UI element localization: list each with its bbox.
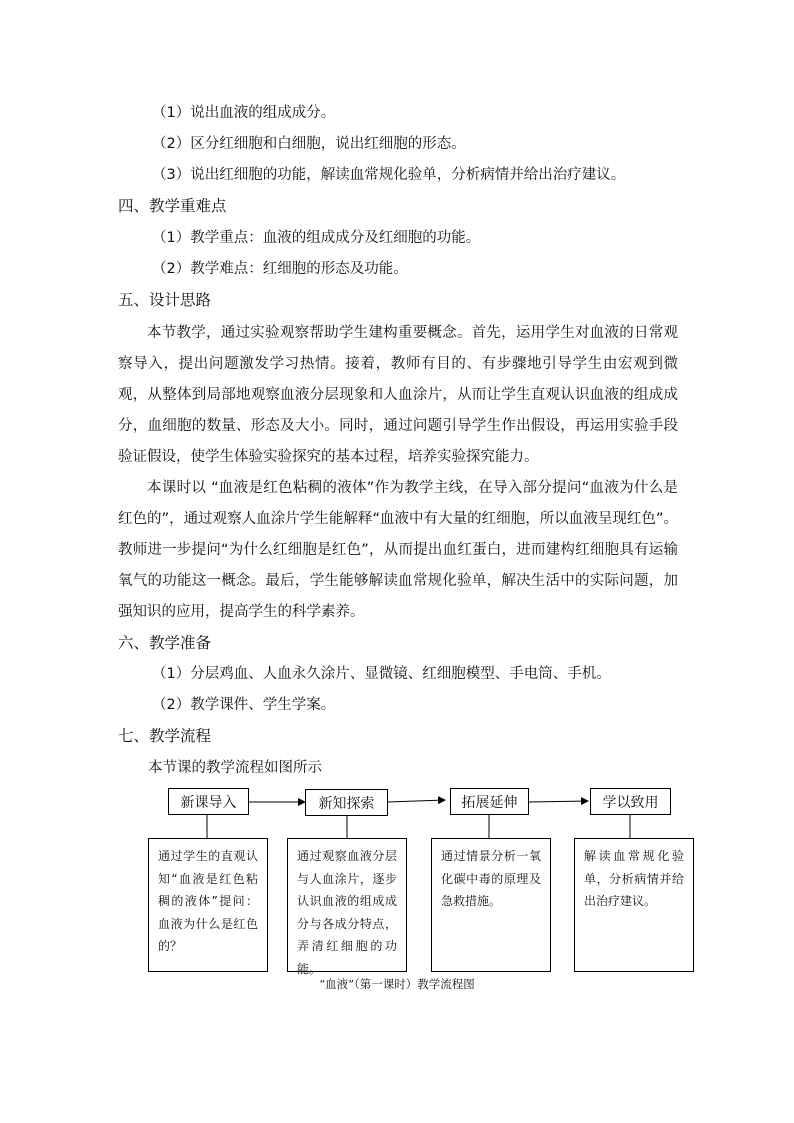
flow-arrow xyxy=(529,801,588,802)
flow-stage-explore: 新知探索 xyxy=(305,789,388,816)
section-heading-preparation: 六、教学准备 xyxy=(118,634,212,652)
section-heading-key-points: 四、教学重难点 xyxy=(118,197,227,215)
objective-1: （1）说出血液的组成成分。 xyxy=(152,105,336,121)
objective-2: （2）区分红细胞和白细胞，说出红细胞的形态。 xyxy=(152,136,466,152)
section-heading-design: 五、设计思路 xyxy=(118,291,212,309)
flowchart-caption: “血液”（第一课时）教学流程图 xyxy=(319,977,475,991)
design-paragraph-1: 本节教学，通过实验观察帮助学生建构重要概念。首先，运用学生对血液的日常观察导入，提出问题激发学习热情。接着，教师有目的、有步骤地引导学生由宏观到微观，从整体到局部地观察血液分层现象和人血涂片，从而让学生直观认识血液的组成成分，血细胞的数量、形态及大小。同时，通过问题引导学生作出假设，再运用实验手段验证假设，使学生体验实验探究的基本过程，培养实验探究能力。 xyxy=(118,325,678,465)
flow-stage-extend: 拓展延伸 xyxy=(450,788,529,815)
flow-desc-intro: 通过学生的直观认知“血液是红色粘稠的液体”提问：血液为什么是红色的？ xyxy=(148,838,268,972)
design-paragraph-2: 本课时以 “血液是红色粘稠的液体”作为教学主线，在导入部分提问“血液为什么是红色的”，通过观察人血涂片学生能解释“血液中有大量的红细胞，所以血液呈现红色”。教师进一步提问“为什么红细胞是红色”，从而提出血红蛋白，进而建构红细胞具有运输氧气的功能这一概念。最后，学生能够解读血常规化验单，解决生活中的实际问题，加强知识的应用，提高学生的科学素养。 xyxy=(118,480,678,620)
preparation-item: （2）教学课件、学生学案。 xyxy=(152,697,336,713)
flow-desc-extend: 通过情景分析一氧化碳中毒的原理及急救措施。 xyxy=(431,838,551,972)
preparation-item: （1）分层鸡血、人血永久涂片、显微镜、红细胞模型、手电筒、手机。 xyxy=(152,666,611,682)
flow-stage-apply: 学以致用 xyxy=(590,788,671,815)
objective-3: （3）说出红细胞的功能，解读血常规化验单，分析病情并给出治疗建议。 xyxy=(152,167,626,183)
flow-desc-apply: 解读血常规化验单，分析病情并给出治疗建议。 xyxy=(574,838,694,972)
flow-desc-explore: 通过观察血液分层与人血涂片，逐步认识血液的组成成分与各成分特点，弄清红细胞的功能。 xyxy=(287,838,407,972)
difficult-point-item: （2）教学难点：红细胞的形态及功能。 xyxy=(152,261,408,277)
flow-stage-intro: 新课导入 xyxy=(168,788,249,815)
flow-arrow xyxy=(388,800,445,802)
flow-intro: 本节课的教学流程如图所示 xyxy=(148,760,322,776)
section-heading-flow: 七、教学流程 xyxy=(118,727,212,745)
key-point-item: （1）教学重点：血液的组成成分及红细胞的功能。 xyxy=(152,230,481,246)
